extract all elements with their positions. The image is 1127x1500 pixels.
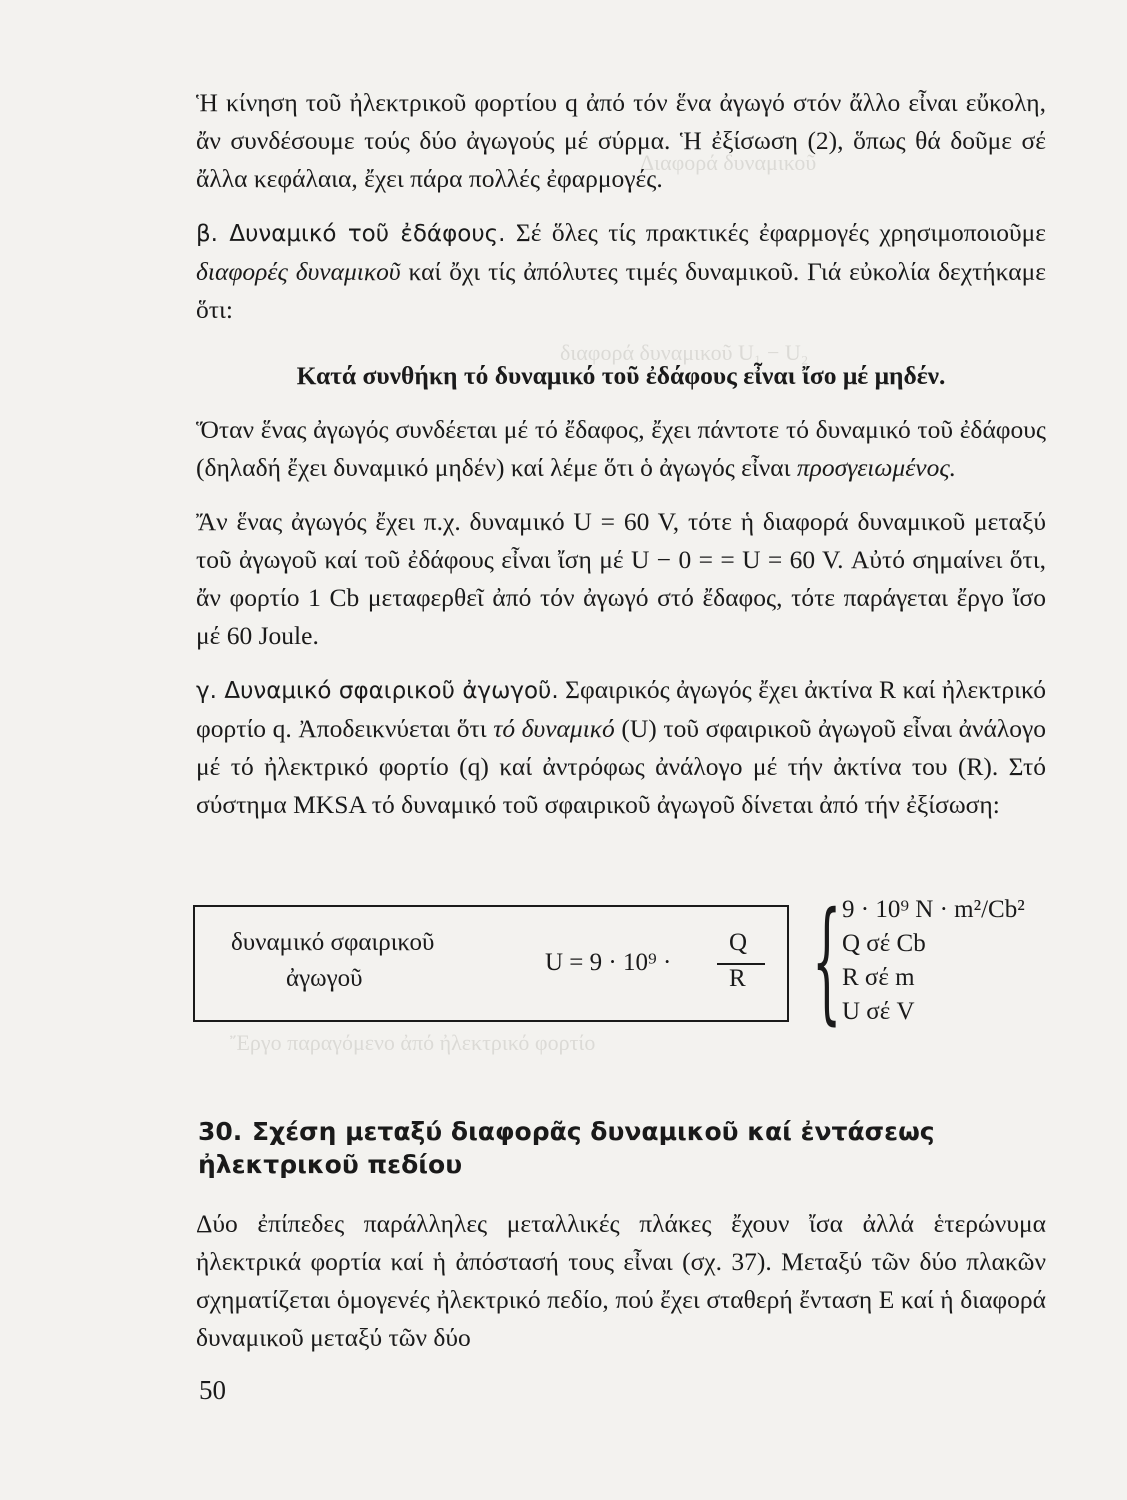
- body-text-bottom: [196, 1205, 1046, 1357]
- paragraph-1: Ἡ κίνηση τοῦ ἠλεκτρικοῦ φορτίου q ἀπό τόν ἕνα ἀγωγό στόν ἄλλο εἶναι εὔκολη, ἄν συνδέσουμε τούς δύο ἀγωγούς μέ σύρμα. Ἡ ἐξίσωση (2), ὅπως θά δοῦμε σέ ἄλλα κεφάλαια, ἔχει πάρα πολλές ἐφαρμογές.: [196, 88, 1046, 193]
- formula-numerator: Q: [729, 929, 748, 956]
- bleed-through-text: Διαφορά δυναμικοῦ: [640, 150, 817, 175]
- section-heading: [198, 1115, 1048, 1181]
- paragraph-5: [196, 671, 1046, 824]
- unit-radius: R σέ m: [842, 964, 915, 991]
- unit-constant: 9 · 10⁹ N · m²/Cb²: [842, 896, 1025, 923]
- formula-units: [842, 893, 1025, 1029]
- paragraph-5-text-b: (U) τοῦ σφαιρικοῦ ἀγωγοῦ εἶναι ἀνάλογο μέ τό ἠλεκτρικό φορτίο (q) καί ἀντρόφως ἀνάλογο μέ τήν ἀκτίνα του (R). Στό σύστημα MKSA τό δυναμικό τοῦ σφαιρικοῦ ἀγωγοῦ δίνεται ἀπό τήν ἐξίσωση:: [196, 714, 1047, 819]
- paragraph-3-italic: προσγειωμένος.: [796, 453, 957, 482]
- paragraph-4: Ἄν ἕνας ἀγωγός ἔχει π.χ. δυναμικό U = 60 V, τότε ἡ διαφορά δυναμικοῦ μεταξύ τοῦ ἀγωγοῦ καί τοῦ ἐδάφους εἶναι ἴση μέ U − 0 = = U = 60 V. Αὐτό σημαίνει ὅτι, ἄν φορτίο 1 Cb μεταφερθεῖ ἀπό τόν ἀγωγό στό ἔδαφος, τότε παράγεται ἔργο ἴσο μέ 60 Joule.: [196, 507, 1046, 650]
- bleed-through-text: διαφορά δυναμικοῦ U₁ − U₂: [560, 340, 809, 365]
- paragraph-2-text-a: Σέ ὅλες τίς πρακτικές ἐφαρμογές χρησιμοποιοῦμε: [505, 218, 1046, 247]
- paragraph-5-italic: τό δυναμικό: [493, 714, 615, 743]
- formula-equation: U = 9 · 10⁹ ·: [545, 949, 672, 976]
- curly-brace-icon: {: [812, 884, 842, 1038]
- paragraph-2-italic: διαφορές δυναμικοῦ: [196, 257, 401, 286]
- paragraph-3-text: Ὅταν ἕνας ἀγωγός συνδέεται μέ τό ἔδαφος, ἔχει πάντοτε τό δυναμικό τοῦ ἐδάφους (δηλαδή ἔχει δυναμικό μηδέν) καί λέμε ὅτι ὁ ἀγωγός εἶναι: [196, 415, 1046, 482]
- paragraph-3: [196, 411, 1046, 487]
- subsection-label-gamma: γ. Δυναμικό σφαιρικοῦ ἀγωγοῦ.: [196, 678, 559, 704]
- paragraph-2: [196, 214, 1046, 329]
- subsection-label-beta: β. Δυναμικό τοῦ ἐδάφους.: [196, 221, 506, 247]
- unit-charge: Q σέ Cb: [842, 930, 926, 957]
- page-number: 50: [199, 1375, 226, 1405]
- formula-label-line1: δυναμικό σφαιρικοῦ: [231, 929, 435, 956]
- formula-box: [193, 905, 789, 1022]
- section-number: 30.: [198, 1117, 243, 1146]
- bleed-through-text: Ἔργο παραγόμενο ἀπό ἠλεκτρικό φορτίο: [230, 1030, 596, 1055]
- paragraph-6: Δύο ἐπίπεδες παράλληλες μεταλλικές πλάκες ἔχουν ἴσα ἀλλά ἑτερώνυμα ἠλεκτρικά φορτία καί ἡ ἀπόστασή τους εἶναι (σχ. 37). Μεταξύ τῶν δύο πλακῶν σχηματίζεται ὁμογενές ἠλεκτρικό πεδίο, πού ἔχει σταθερή ἔνταση E καί ἡ διαφορά δυναμικοῦ μεταξύ τῶν δύο: [196, 1209, 1046, 1352]
- paragraph-2-text-b: καί ὄχι τίς ἀπόλυτες τιμές δυναμικοῦ. Γιά εὐκολία δεχτήκαμε ὅτι:: [196, 257, 1047, 324]
- centered-statement: Κατά συνθήκη τό δυναμικό τοῦ ἐδάφους εἶναι ἴσο μέ μηδέν.: [296, 361, 946, 390]
- formula-denominator: R: [729, 965, 746, 992]
- paragraph-5-text-a: Σφαιρικός ἀγωγός ἔχει ἀκτίνα R καί ἠλεκτρικό φορτίο q. Ἀποδεικνύεται ὅτι: [196, 675, 1046, 743]
- formula-label-line2: ἀγωγοῦ: [286, 965, 363, 992]
- body-text-top: [196, 84, 1046, 824]
- section-title: Σχέση μεταξύ διαφορᾶς δυναμικοῦ καί ἐντάσεως ἠλεκτρικοῦ πεδίου: [198, 1117, 935, 1179]
- unit-potential: U σέ V: [842, 998, 915, 1025]
